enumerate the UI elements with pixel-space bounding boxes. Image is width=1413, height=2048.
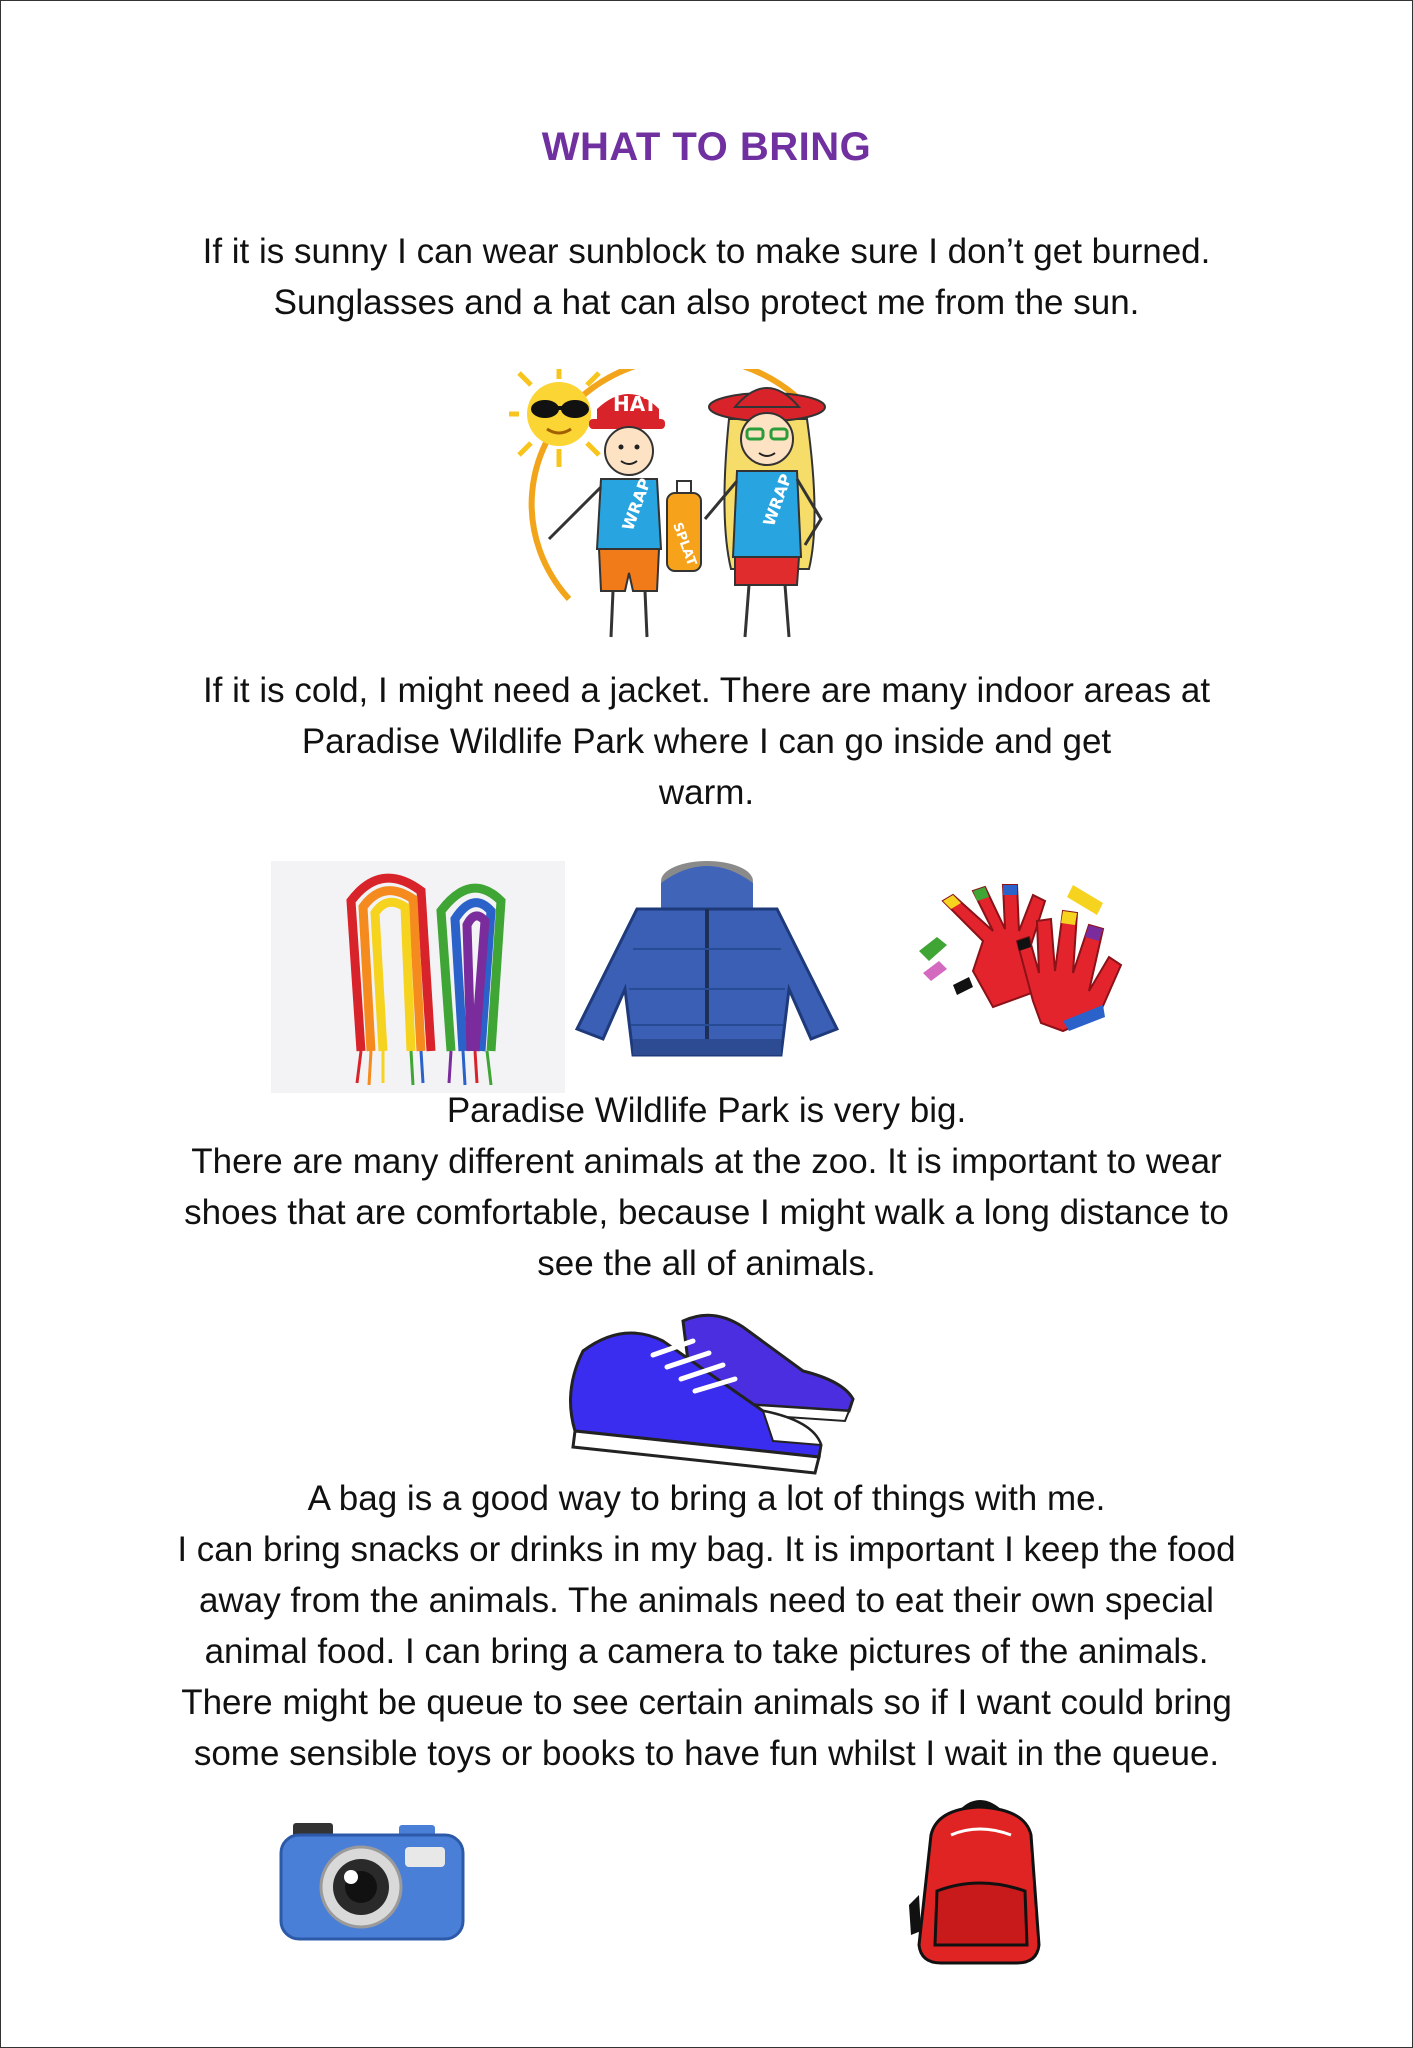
red-gloves-illustration bbox=[913, 881, 1125, 1037]
text-line: There are many different animals at the zoo. It is important to wear bbox=[191, 1142, 1222, 1181]
text-line: If it is cold, I might need a jacket. There are many indoor areas at bbox=[202, 671, 1211, 710]
svg-text:HAT: HAT bbox=[613, 392, 658, 416]
shoes-paragraph bbox=[101, 1085, 1312, 1289]
sun-paragraph bbox=[101, 226, 1312, 328]
text-line: away from the animals. The animals need to eat their own special bbox=[199, 1581, 1214, 1620]
text-line: animal food. I can bring a camera to take pictures of the animals. bbox=[204, 1632, 1209, 1671]
blue-jacket-illustration bbox=[567, 859, 847, 1065]
rainbow-scarf-illustration bbox=[271, 861, 565, 1093]
text-line: Paradise Wildlife Park where I can go inside and get bbox=[301, 722, 1112, 761]
text-line: see the all of animals. bbox=[537, 1244, 876, 1283]
sunblock-bottle-icon bbox=[667, 481, 701, 571]
blue-camera-illustration bbox=[279, 1817, 467, 1943]
text-line: shoes that are comfortable, because I might walk a long distance to bbox=[184, 1193, 1229, 1232]
text-line: Paradise Wildlife Park is very big. bbox=[446, 1091, 967, 1130]
kids-sun-protection-illustration bbox=[509, 369, 873, 641]
girl-figure bbox=[705, 388, 825, 637]
svg-text:WRAP: WRAP bbox=[618, 475, 655, 534]
cold-paragraph bbox=[101, 665, 1312, 818]
text-line: A bag is a good way to bring a lot of things with me. bbox=[307, 1479, 1106, 1518]
svg-text:SPLAT: SPLAT bbox=[669, 520, 699, 569]
red-backpack-illustration bbox=[907, 1795, 1053, 1967]
bag-paragraph bbox=[101, 1473, 1312, 1779]
text-line: Sunglasses and a hat can also protect me from the sun. bbox=[273, 283, 1140, 322]
blue-sneakers-illustration bbox=[563, 1311, 859, 1477]
text-line: some sensible toys or books to have fun whilst I wait in the queue. bbox=[193, 1734, 1220, 1773]
text-line: warm. bbox=[658, 773, 755, 812]
text-line: There might be queue to see certain animals so if I want could bring bbox=[181, 1683, 1232, 1722]
svg-text:WRAP: WRAP bbox=[759, 471, 796, 529]
text-line: If it is sunny I can wear sunblock to make sure I don’t get burned. bbox=[202, 232, 1211, 271]
page-title: WHAT TO BRING bbox=[541, 125, 872, 169]
text-line: I can bring snacks or drinks in my bag. It is important I keep the food bbox=[177, 1530, 1236, 1569]
